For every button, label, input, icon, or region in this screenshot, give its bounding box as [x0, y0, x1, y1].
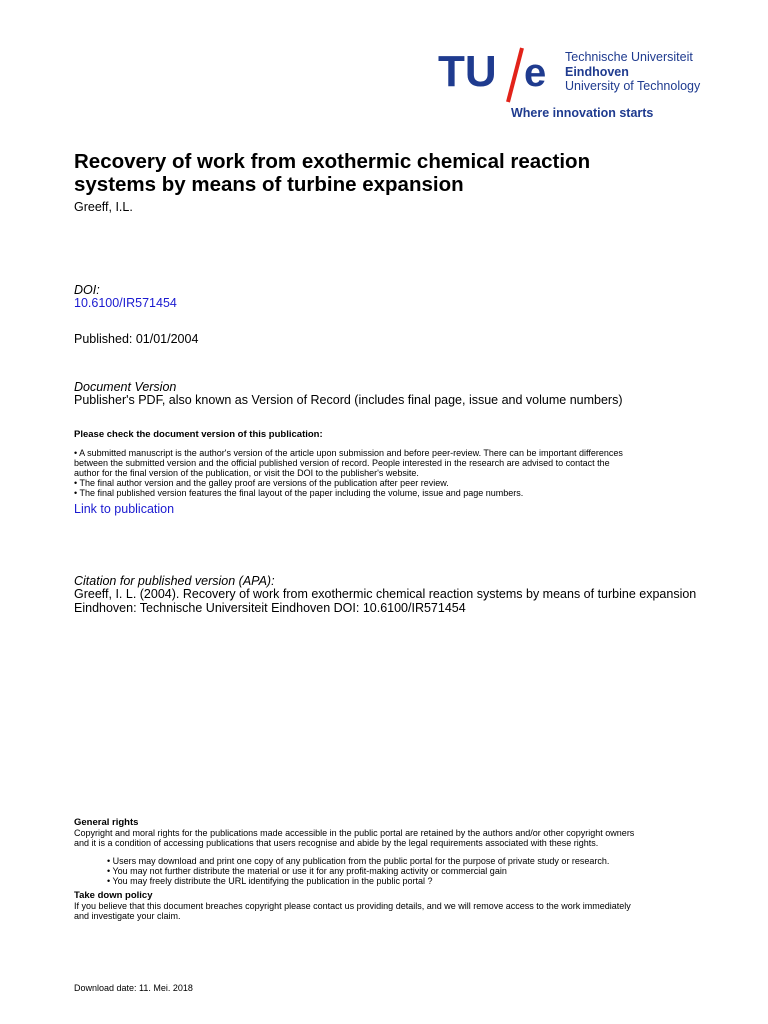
document-title [74, 150, 714, 196]
check-line: author for the final version of the publication, or visit the DOI to the publisher's website. [74, 468, 419, 478]
citation-text [74, 587, 696, 615]
rights-heading: General rights [74, 817, 139, 828]
rights-text [74, 828, 634, 848]
logo-line-3: University of Technology [565, 79, 701, 93]
logo-mark-tu: TU [438, 47, 497, 96]
doi-label: DOI: [74, 283, 100, 297]
check-line: • A submitted manuscript is the author's version of the article upon submission and before peer-review. There can be important differences [74, 448, 623, 458]
logo-mark-e: e [524, 51, 547, 95]
check-line: • The final published version features the final layout of the paper including the volume, issue and page numbers. [74, 488, 524, 498]
citation-line: Eindhoven: Technische Universiteit Eindhoven DOI: 10.6100/IR571454 [74, 601, 466, 615]
rights-bullet: • Users may download and print one copy of any publication from the public portal for the purpose of private study or research. [107, 856, 610, 866]
tue-logo-mark [438, 44, 554, 104]
logo-text [565, 50, 700, 94]
logo-line-1: Technische Universiteit [565, 50, 693, 64]
title-line-1: Recovery of work from exothermic chemical reaction [74, 150, 591, 173]
doi-link[interactable]: 10.6100/IR571454 [74, 296, 177, 310]
rights-bullets [107, 856, 609, 886]
rights-line: and it is a condition of accessing publications that users recognise and abide by the legal requirements associated with these rights. [74, 838, 599, 848]
version-label: Document Version [74, 380, 177, 394]
takedown-text [74, 901, 631, 921]
check-heading: Please check the document version of this publication: [74, 429, 323, 440]
published-date: Published: 01/01/2004 [74, 332, 199, 346]
rights-line: Copyright and moral rights for the publications made accessible in the public portal are retained by the authors and/or other copyright owners [74, 828, 635, 838]
title-line-2: systems by means of turbine expansion [74, 173, 464, 196]
check-notice [74, 448, 623, 498]
check-line: • The final author version and the galley proof are versions of the publication after peer review. [74, 478, 449, 488]
citation-label: Citation for published version (APA): [74, 574, 275, 588]
logo-slash [508, 48, 522, 102]
rights-bullet: • You may not further distribute the material or use it for any profit-making activity or commercial gain [107, 866, 507, 876]
author: Greeff, I.L. [74, 200, 133, 214]
takedown-line: If you believe that this document breaches copyright please contact us providing details, and we will remove access to the work immediately [74, 901, 631, 911]
download-date: Download date: 11. Mei. 2018 [74, 983, 193, 993]
takedown-heading: Take down policy [74, 890, 153, 901]
version-value: Publisher's PDF, also known as Version of Record (includes final page, issue and volume numbers) [74, 393, 623, 407]
rights-bullet: • You may freely distribute the URL identifying the publication in the public portal ? [107, 876, 433, 886]
citation-line: Greeff, I. L. (2004). Recovery of work from exothermic chemical reaction systems by means of turbine expansion [74, 587, 697, 601]
takedown-line: and investigate your claim. [74, 911, 181, 921]
logo-tagline: Where innovation starts [511, 106, 654, 120]
logo-line-2: Eindhoven [565, 64, 629, 79]
check-line: between the submitted version and the official published version of record. People interested in the research are advised to contact the [74, 458, 610, 468]
publication-link[interactable]: Link to publication [74, 502, 175, 516]
